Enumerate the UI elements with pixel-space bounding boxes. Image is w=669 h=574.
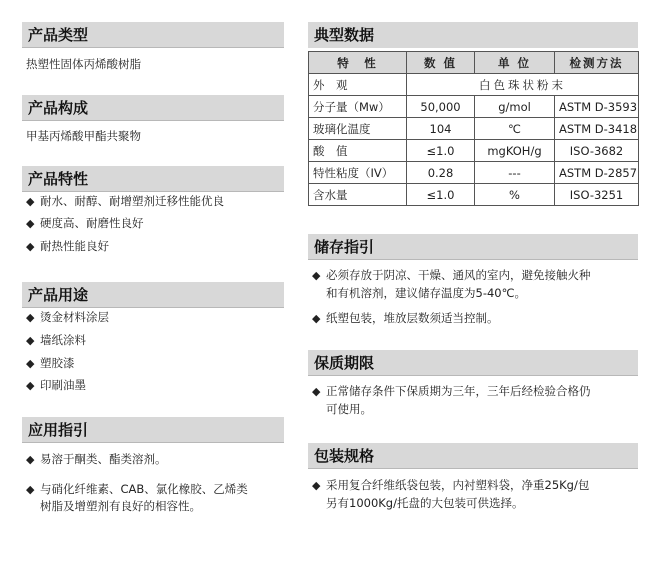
section-heading-composition: 产品构成 [22,95,284,121]
feature-item: ◆ 硬度高、耐磨性良好 [26,214,144,233]
cell-method: ASTM D-3593 [555,96,639,118]
feature-item: ◆ 耐热性能良好 [26,237,109,256]
section-heading-features: 产品特性 [22,166,284,192]
cell-unit: ℃ [475,118,555,140]
bullet-icon: ◆ [26,217,35,230]
bullet-icon: ◆ [26,195,35,208]
column-header-property: 特 性 [309,52,407,74]
cell-value: 0.28 [407,162,475,184]
bullet-icon: ◆ [26,334,35,347]
typical-data-table [308,51,639,206]
bullet-icon: ◆ [26,240,35,253]
use-item: ◆ 印刷油墨 [26,376,86,395]
table-row [309,118,639,140]
application-item: ◆ 与硝化纤维素、CAB、氯化橡胶、乙烯类 [26,480,248,499]
feature-item: ◆ 耐水、耐醇、耐增塑剂迁移性能优良 [26,192,224,211]
bullet-icon: ◆ [26,357,35,370]
cell-method: ISO-3682 [555,140,639,162]
use-item: ◆ 塑胶漆 [26,354,75,373]
cell-property: 特性粘度（IV） [309,162,407,184]
bullet-icon: ◆ [26,311,35,324]
section-heading-uses: 产品用途 [22,282,284,308]
column-header-method: 检测方法 [555,52,639,74]
storage-item-continued: 和有机溶剂，建议储存温度为5-40℃。 [326,286,527,300]
cell-property: 玻璃化温度 [309,118,407,140]
table-row [309,184,639,206]
cell-property: 含水量 [309,184,407,206]
cell-appearance-label: 外 观 [309,74,407,96]
section-heading-product-type: 产品类型 [22,22,284,48]
use-item: ◆ 烫金材料涂层 [26,308,109,327]
product-type-text: 热塑性固体丙烯酸树脂 [26,57,141,71]
cell-method: ASTM D-3418 [555,118,639,140]
cell-unit: --- [475,162,555,184]
bullet-icon: ◆ [312,385,321,398]
shelf-life-item-continued: 可使用。 [326,402,372,416]
column-header-value: 数 值 [407,52,475,74]
bullet-icon: ◆ [26,379,35,392]
section-heading-storage: 储存指引 [308,234,638,260]
cell-unit: % [475,184,555,206]
table-row [309,96,639,118]
application-item: ◆ 易溶于酮类、酯类溶剂。 [26,450,167,469]
bullet-icon: ◆ [26,483,35,496]
cell-value: 50,000 [407,96,475,118]
cell-property: 酸 值 [309,140,407,162]
application-item-continued: 树脂及增塑剂有良好的相容性。 [40,499,201,513]
shelf-life-item: ◆ 正常储存条件下保质期为三年，三年后经检验合格仍 [312,382,591,401]
table-row [309,140,639,162]
cell-value: 104 [407,118,475,140]
storage-item: ◆ 必须存放于阴凉、干燥、通风的室内，避免接触火种 [312,266,591,285]
section-heading-shelf-life: 保质期限 [308,350,638,376]
composition-text: 甲基丙烯酸甲酯共聚物 [26,129,141,143]
section-heading-application: 应用指引 [22,417,284,443]
section-heading-packing: 包装规格 [308,443,638,469]
cell-unit: mgKOH/g [475,140,555,162]
column-header-unit: 单 位 [475,52,555,74]
bullet-icon: ◆ [312,479,321,492]
use-item: ◆ 墙纸涂料 [26,331,86,350]
bullet-icon: ◆ [312,269,321,282]
section-heading-typical-data: 典型数据 [308,22,638,48]
cell-method: ASTM D-2857 [555,162,639,184]
bullet-icon: ◆ [312,312,321,325]
cell-unit: g/mol [475,96,555,118]
cell-property: 分子量（Mw） [309,96,407,118]
packing-item: ◆ 采用复合纤维纸袋包装，内衬塑料袋，净重25Kg/包 [312,476,589,495]
cell-appearance-value: 白色珠状粉末 [407,74,639,96]
table-row [309,162,639,184]
bullet-icon: ◆ [26,453,35,466]
table-header-row [309,52,639,74]
cell-value: ≤1.0 [407,184,475,206]
cell-method: ISO-3251 [555,184,639,206]
table-row [309,74,639,96]
packing-item-continued: 另有1000Kg/托盘的大包装可供选择。 [326,496,524,510]
storage-item: ◆ 纸塑包装，堆放层数须适当控制。 [312,309,499,328]
cell-value: ≤1.0 [407,140,475,162]
